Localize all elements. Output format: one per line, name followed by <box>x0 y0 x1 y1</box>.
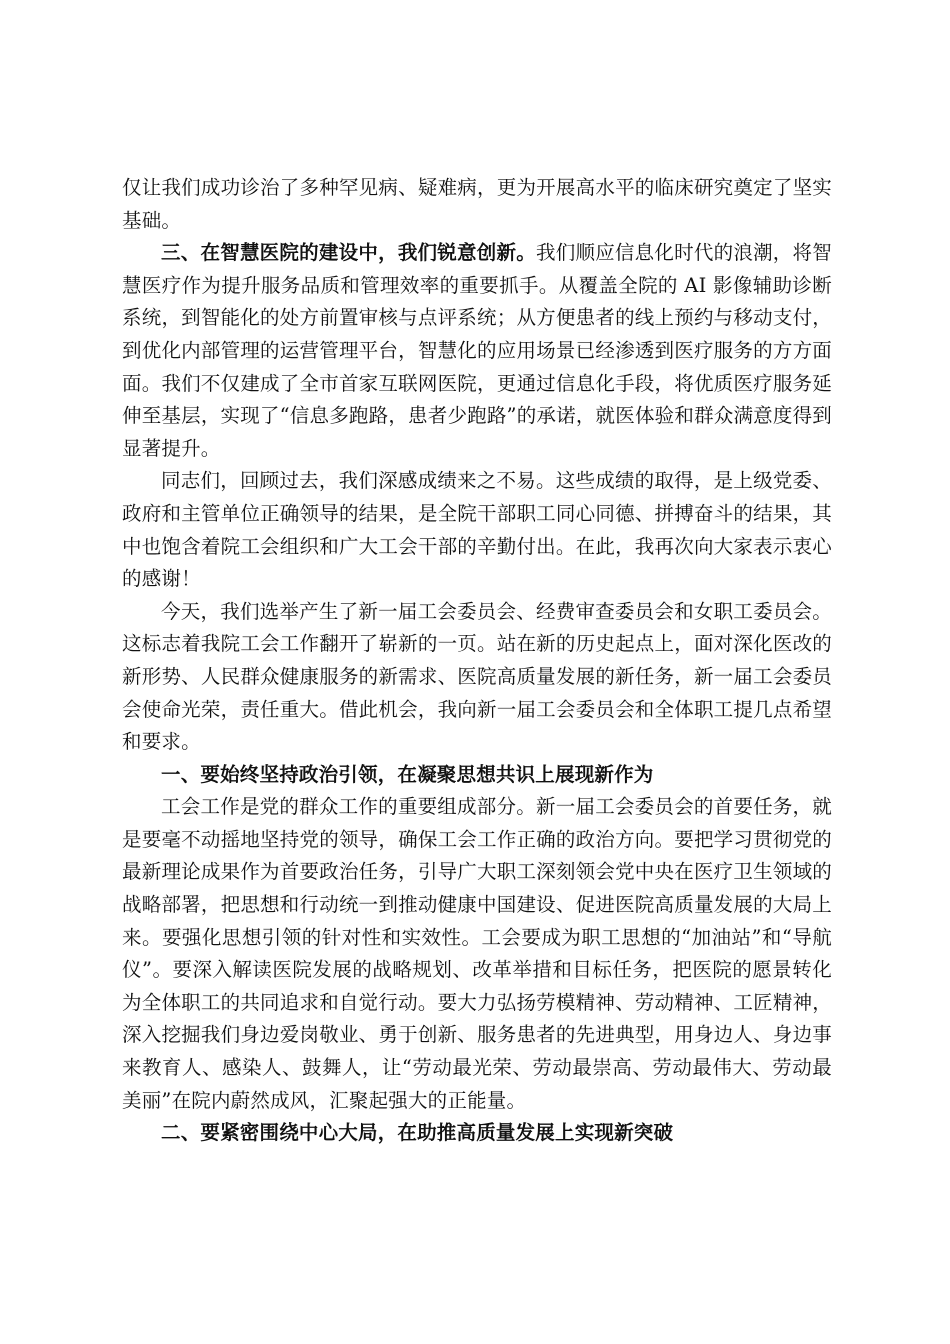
section3-paragraph <box>122 237 832 465</box>
today-paragraph: 今天，我们选举产生了新一届工会委员会、经费审查委员会和女职工委员会。这标志着我院工会工作翻开了崭新的一页。站在新的历史起点上，面对深化医改的新形势、人民群众健康服务的新需求、医院高质量发展的新任务，新一届工会委员会使命光荣，责任重大。借此机会，我向新一届工会委员会和全体职工提几点希望和要求。 <box>122 599 832 754</box>
continued-paragraph: 仅让我们成功诊治了多种罕见病、疑难病，更为开展高水平的临床研究奠定了坚实基础。 <box>122 176 832 232</box>
political-leadership-paragraph: 工会工作是党的群众工作的重要组成部分。新一届工会委员会的首要任务，就是要毫不动摇地坚持党的领导，确保工会工作正确的政治方向。要把学习贯彻党的最新理论成果作为首要政治任务，引导广大职工深刻领会党中央在医疗卫生领域的战略部署，把思想和行动统一到推动健康中国建设、促进医院高质量发展的大局上来。要强化思想引领的针对性和实效性。工会要成为职工思想的“加油站”和“导航仪”。要深入解读医院发展的战略规划、改革举措和目标任务，把医院的愿景转化为全体职工的共同追求和自觉行动。要大力弘扬劳模精神、劳动精神、工匠精神，深入挖掘我们身边爱岗敬业、勇于创新、服务患者的先进典型，用身边人、身边事来教育人、感染人、鼓舞人，让“劳动最光荣、劳动最崇高、劳动最伟大、劳动最美丽”在院内蔚然成风，汇聚起强大的正能量。 <box>122 795 832 1112</box>
review-paragraph: 同志们，回顾过去，我们深感成绩来之不易。这些成绩的取得，是上级党委、政府和主管单位正确领导的结果，是全院干部职工同心同德、拼搏奋斗的结果，其中也饱含着院工会组织和广大工会干部的辛勤付出。在此，我再次向大家表示衷心的感谢！ <box>122 469 832 591</box>
section3-body: 我们顺应信息化时代的浪潮，将智慧医疗作为提升服务品质和管理效率的重要抓手。从覆盖全院的 AI 影像辅助诊断系统，到智能化的处方前置审核与点评系统；从方便患者的线上预约与移动支付，到优化内部管理的运营管理平台，智慧化的应用场景已经渗透到医疗服务的方方面面。我们不仅建成了全市首家互联网医院，更通过信息化手段，将优质医疗服务延伸至基层，实现了“信息多跑路，患者少跑路”的承诺，就医体验和群众满意度得到显著提升。 <box>122 241 832 460</box>
document-body <box>122 172 832 1150</box>
heading-political-leadership: 一、要始终坚持政治引领，在凝聚思想共识上展现新作为 <box>161 762 654 786</box>
heading-central-task: 二、要紧密围绕中心大局，在助推高质量发展上实现新突破 <box>161 1121 674 1145</box>
section3-lead: 三、在智慧医院的建设中，我们锐意创新。 <box>161 241 536 265</box>
